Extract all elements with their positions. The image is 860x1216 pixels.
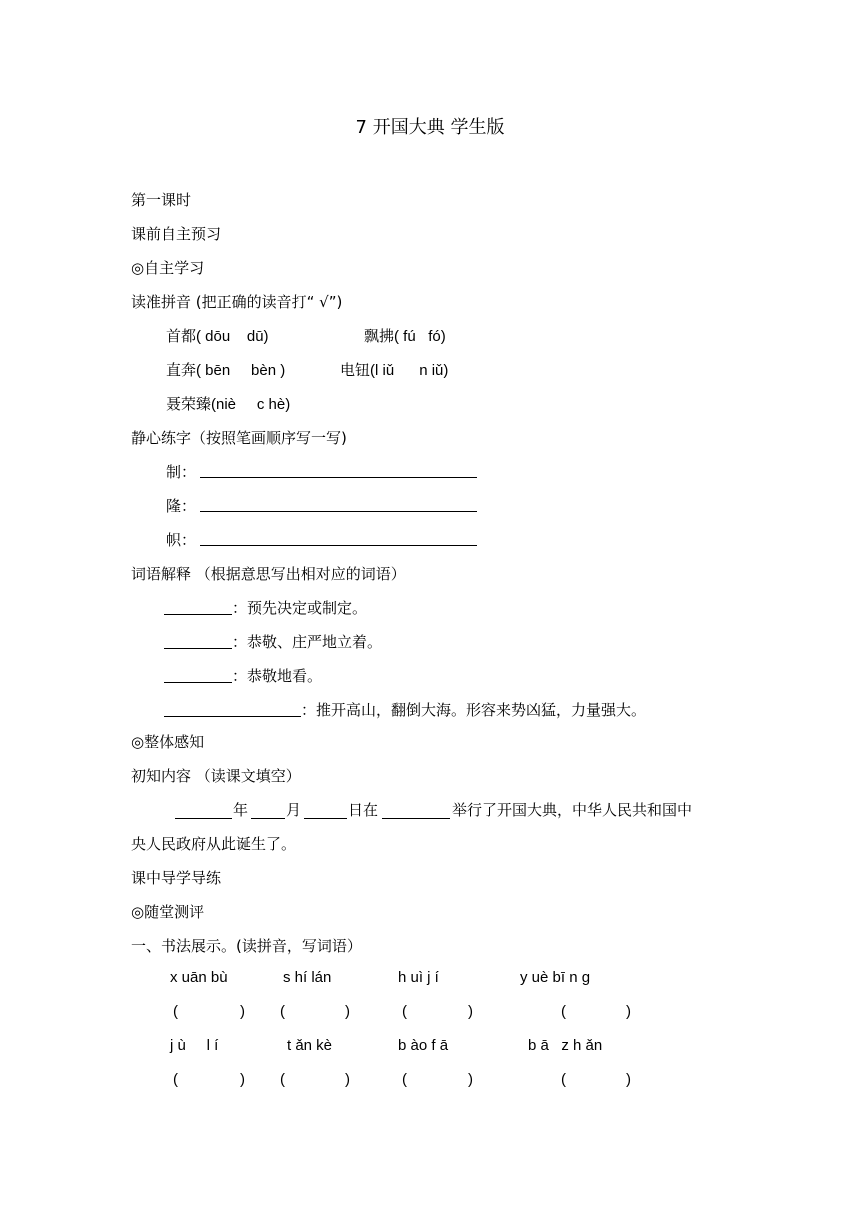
pre-class-heading: 课前自主预习 <box>131 225 222 243</box>
fill-blank-day[interactable] <box>304 818 347 819</box>
vocab-blank[interactable] <box>164 682 232 683</box>
answer-paren-open[interactable]: ( <box>402 1003 407 1020</box>
vocab-definition: ：恭敬地看。 <box>232 667 323 685</box>
calligraphy-pinyin: x uān bù <box>170 969 228 986</box>
pinyin-item <box>166 326 269 347</box>
calligraphy-pinyin: j ù l í <box>170 1037 219 1054</box>
fill-sentence-rest: 举行了开国大典，中华人民共和国中 <box>452 801 693 819</box>
answer-paren-close[interactable]: ) <box>240 1003 245 1020</box>
answer-paren-close[interactable]: ) <box>626 1003 631 1020</box>
answer-paren-open[interactable]: ( <box>561 1003 566 1020</box>
pinyin-item <box>166 394 290 415</box>
vocab-definition: ：推开高山，翻倒大海。形容来势凶猛，力量强大。 <box>301 701 647 719</box>
quiz-heading: ◎随堂测评 <box>131 903 205 921</box>
fill-heading: 初知内容 （读课文填空） <box>131 767 301 785</box>
fill-blank-place[interactable] <box>382 818 450 819</box>
pinyin-options[interactable]: ( fú fó) <box>394 328 446 345</box>
fill-month-label: 月 <box>286 801 302 819</box>
pinyin-word: 电钮 <box>340 361 371 379</box>
in-class-heading: 课中导学导练 <box>131 869 222 887</box>
writing-line[interactable] <box>200 545 477 546</box>
calligraphy-pinyin: s hí lán <box>283 969 332 986</box>
calligraphy-pinyin: y uè bī n g <box>520 969 591 986</box>
pinyin-word: 飘拂 <box>364 327 395 345</box>
overall-heading: ◎整体感知 <box>131 733 205 751</box>
pinyin-options[interactable]: ( dōu dū) <box>196 328 269 345</box>
vocab-definition: ：恭敬、庄严地立着。 <box>232 633 383 651</box>
pinyin-word: 首都 <box>166 327 197 345</box>
pinyin-word: 聂荣臻 <box>166 395 212 413</box>
answer-paren-open[interactable]: ( <box>402 1071 407 1088</box>
self-study-heading: ◎自主学习 <box>131 259 205 277</box>
answer-paren-close[interactable]: ) <box>345 1071 350 1088</box>
writing-line[interactable] <box>200 511 477 512</box>
vocab-definition: ：预先决定或制定。 <box>232 599 368 617</box>
answer-paren-open[interactable]: ( <box>280 1071 285 1088</box>
answer-paren-open[interactable]: ( <box>173 1071 178 1088</box>
vocab-blank[interactable] <box>164 716 301 717</box>
vocab-blank[interactable] <box>164 614 232 615</box>
pinyin-options[interactable]: ( bēn bèn ) <box>196 362 286 379</box>
fill-year-label: 年 <box>233 801 249 819</box>
writing-char: 隆： <box>166 497 197 515</box>
pinyin-word: 直奔 <box>166 361 197 379</box>
fill-sentence-line2: 央人民政府从此诞生了。 <box>131 835 297 853</box>
answer-paren-open[interactable]: ( <box>280 1003 285 1020</box>
pinyin-heading: 读准拼音 (把正确的读音打“ √”) <box>131 293 343 311</box>
calligraphy-pinyin: h uì j í <box>398 969 439 986</box>
answer-paren-close[interactable]: ) <box>468 1003 473 1020</box>
fill-blank-year[interactable] <box>175 818 232 819</box>
vocab-heading: 词语解释 （根据意思写出相对应的词语） <box>131 565 406 583</box>
pinyin-item <box>340 360 448 381</box>
answer-paren-open[interactable]: ( <box>561 1071 566 1088</box>
fill-day-label: 日在 <box>348 801 379 819</box>
page-title: 7 开国大典 学生版 <box>355 117 505 138</box>
vocab-blank[interactable] <box>164 648 232 649</box>
lesson-label: 第一课时 <box>131 191 192 209</box>
pinyin-item <box>364 326 446 347</box>
calligraphy-pinyin: b ào f ā <box>398 1037 449 1054</box>
pinyin-options[interactable]: (niè c hè) <box>211 396 291 413</box>
answer-paren-open[interactable]: ( <box>173 1003 178 1020</box>
answer-paren-close[interactable]: ) <box>345 1003 350 1020</box>
calligraphy-heading: 一、书法展示。(读拼音，写词语） <box>131 937 362 955</box>
fill-blank-month[interactable] <box>251 818 285 819</box>
writing-char: 帜： <box>166 531 197 549</box>
writing-line[interactable] <box>200 477 477 478</box>
answer-paren-close[interactable]: ) <box>468 1071 473 1088</box>
calligraphy-pinyin: b ā z h ǎn <box>528 1037 603 1054</box>
calligraphy-pinyin: t ǎn kè <box>287 1037 333 1054</box>
writing-heading: 静心练字（按照笔画顺序写一写) <box>131 429 347 447</box>
answer-paren-close[interactable]: ) <box>240 1071 245 1088</box>
writing-char: 制： <box>166 463 197 481</box>
pinyin-item <box>166 360 285 381</box>
answer-paren-close[interactable]: ) <box>626 1071 631 1088</box>
pinyin-options[interactable]: (l iǔ n iǔ) <box>370 362 449 379</box>
